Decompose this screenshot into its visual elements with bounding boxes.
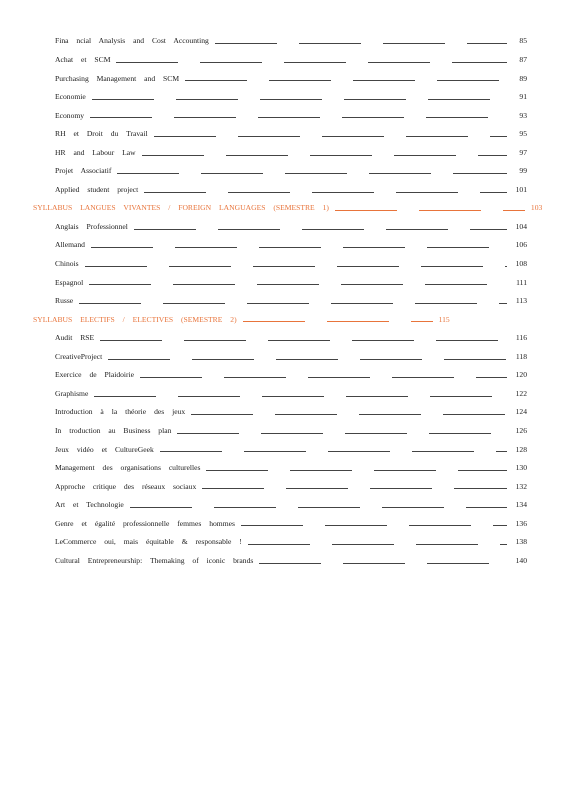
toc-page-number: 138: [515, 537, 527, 547]
toc-entry[interactable]: [0, 180, 566, 199]
toc-leader-dots: [335, 210, 525, 211]
toc-section-title: SYLLABUS ELECTIFS / ELECTIVES (SEMESTRE 2): [33, 314, 237, 324]
toc-page-number: 91: [519, 92, 527, 102]
toc-page-number: 115: [438, 314, 450, 324]
toc-entry-title: Fina ncial Analysis and Cost Accounting: [55, 36, 209, 46]
toc-section-heading[interactable]: [0, 199, 566, 218]
toc-page-number: 111: [516, 277, 527, 287]
toc-entry[interactable]: [0, 384, 566, 403]
toc-leader-dots: [185, 80, 507, 81]
toc-leader-dots: [206, 470, 507, 471]
toc-page-number: 134: [515, 500, 527, 510]
toc-leader-dots: [90, 117, 507, 118]
toc-entry-title: LeCommerce oui, mais équitable & responsable !: [55, 537, 242, 547]
toc-entry-title: Jeux vidéo et CultureGeek: [55, 444, 154, 454]
toc-entry[interactable]: [0, 143, 566, 162]
toc-entry[interactable]: [0, 273, 566, 292]
toc-entry-title: CreativeProject: [55, 351, 103, 361]
toc-leader-dots: [130, 507, 507, 508]
toc-page-number: 106: [515, 240, 527, 250]
toc-page-number: 97: [519, 147, 527, 157]
toc-entry-title: Art et Technologie: [55, 500, 124, 510]
toc-entry[interactable]: [0, 366, 566, 385]
toc-page-number: 132: [515, 481, 527, 491]
toc-leader-dots: [215, 43, 507, 44]
toc-entry[interactable]: [0, 347, 566, 366]
toc-leader-dots: [108, 359, 507, 360]
toc-leader-dots: [94, 396, 507, 397]
toc-page-number: 85: [519, 36, 527, 46]
toc-page-number: 99: [519, 166, 527, 176]
toc-leader-dots: [140, 377, 507, 378]
toc-entry[interactable]: [0, 514, 566, 533]
toc-entry-title: Projet Associatif: [55, 166, 112, 176]
toc-section-title: SYLLABUS LANGUES VIVANTES / FOREIGN LANGUAGES (SEMESTRE 1): [33, 203, 329, 213]
toc-leader-dots: [85, 266, 507, 267]
toc-page-number: 120: [515, 370, 527, 380]
toc-entry-title: RH et Droit du Travail: [55, 129, 148, 139]
toc-page-number: 93: [519, 110, 527, 120]
toc-page-number: 89: [519, 73, 527, 83]
toc-entry-title: Achat et SCM: [55, 55, 111, 65]
toc-entry-title: Purchasing Management and SCM: [55, 73, 180, 83]
toc-entry-title: Economy: [55, 110, 85, 120]
toc-leader-dots: [241, 525, 507, 526]
toc-page-number: 116: [515, 333, 527, 343]
toc-page-number: 104: [515, 221, 527, 231]
toc-leader-dots: [79, 303, 507, 304]
toc-leader-dots: [116, 62, 507, 63]
toc-entry-title: HR and Labour Law: [55, 147, 136, 157]
toc-page-number: 101: [515, 184, 527, 194]
toc-entry[interactable]: [0, 51, 566, 70]
toc-entry[interactable]: [0, 551, 566, 570]
toc-section-heading[interactable]: [0, 310, 566, 329]
toc-page-number: 122: [515, 388, 527, 398]
toc-leader-dots: [100, 340, 507, 341]
toc-entry[interactable]: [0, 88, 566, 107]
toc-entry-title: In troduction au Business plan: [55, 425, 172, 435]
table-of-contents: [0, 32, 566, 570]
toc-leader-dots: [160, 451, 507, 452]
toc-page-number: 136: [515, 518, 527, 528]
toc-entry[interactable]: [0, 496, 566, 515]
toc-entry-title: Chinois: [55, 259, 79, 269]
toc-entry[interactable]: [0, 403, 566, 422]
toc-entry-title: Applied student project: [55, 184, 139, 194]
toc-entry[interactable]: [0, 329, 566, 348]
toc-entry-title: Audit RSE: [55, 333, 95, 343]
toc-entry[interactable]: [0, 236, 566, 255]
toc-page-number: 126: [515, 425, 527, 435]
toc-leader-dots: [134, 229, 507, 230]
toc-page-number: 108: [515, 259, 527, 269]
toc-entry-title: Russe: [55, 296, 74, 306]
toc-entry-title: Approche critique des réseaux sociaux: [55, 481, 197, 491]
toc-entry[interactable]: [0, 292, 566, 311]
toc-page-number: 113: [515, 296, 527, 306]
toc-entry-title: Graphisme: [55, 388, 89, 398]
toc-entry-title: Anglais Professionnel: [55, 221, 128, 231]
toc-page-number: 95: [519, 129, 527, 139]
toc-leader-dots: [92, 99, 507, 100]
toc-entry[interactable]: [0, 32, 566, 51]
toc-leader-dots: [142, 155, 507, 156]
toc-leader-dots: [177, 433, 507, 434]
toc-entry[interactable]: [0, 255, 566, 274]
toc-entry-title: Espagnol: [55, 277, 84, 287]
toc-entry-title: Economie: [55, 92, 86, 102]
toc-entry-title: Genre et égalité professionnelle femmes hommes: [55, 518, 235, 528]
toc-entry[interactable]: [0, 69, 566, 88]
toc-entry[interactable]: [0, 421, 566, 440]
toc-page-number: 118: [515, 351, 527, 361]
toc-page-number: 87: [519, 55, 527, 65]
toc-leader-dots: [191, 414, 507, 415]
toc-entry[interactable]: [0, 217, 566, 236]
toc-leader-dots: [259, 563, 507, 564]
toc-entry[interactable]: [0, 440, 566, 459]
toc-leader-dots: [117, 173, 507, 174]
toc-page-number: 128: [515, 444, 527, 454]
toc-leader-dots: [91, 247, 507, 248]
toc-leader-dots: [144, 192, 507, 193]
toc-entry[interactable]: [0, 162, 566, 181]
toc-page-number: 103: [530, 203, 543, 213]
toc-entry[interactable]: [0, 533, 566, 552]
toc-entry[interactable]: [0, 125, 566, 144]
toc-leader-dots: [154, 136, 507, 137]
toc-entry[interactable]: [0, 477, 566, 496]
toc-leader-dots: [248, 544, 507, 545]
toc-leader-dots: [89, 284, 507, 285]
toc-leader-dots: [202, 488, 507, 489]
toc-entry-title: Management des organisations culturelles: [55, 463, 201, 473]
toc-page-number: 130: [515, 463, 527, 473]
toc-page-number: 140: [515, 555, 527, 565]
toc-page-number: 124: [515, 407, 527, 417]
toc-leader-dots: [243, 321, 433, 322]
toc-entry-title: Exercice de Plaidoirie: [55, 370, 135, 380]
toc-entry-title: Introduction à la théorie des jeux: [55, 407, 186, 417]
toc-entry-title: Cultural Entrepreneurship: Themaking of iconic brands: [55, 555, 254, 565]
toc-entry[interactable]: [0, 106, 566, 125]
toc-entry[interactable]: [0, 459, 566, 478]
toc-entry-title: Allemand: [55, 240, 85, 250]
